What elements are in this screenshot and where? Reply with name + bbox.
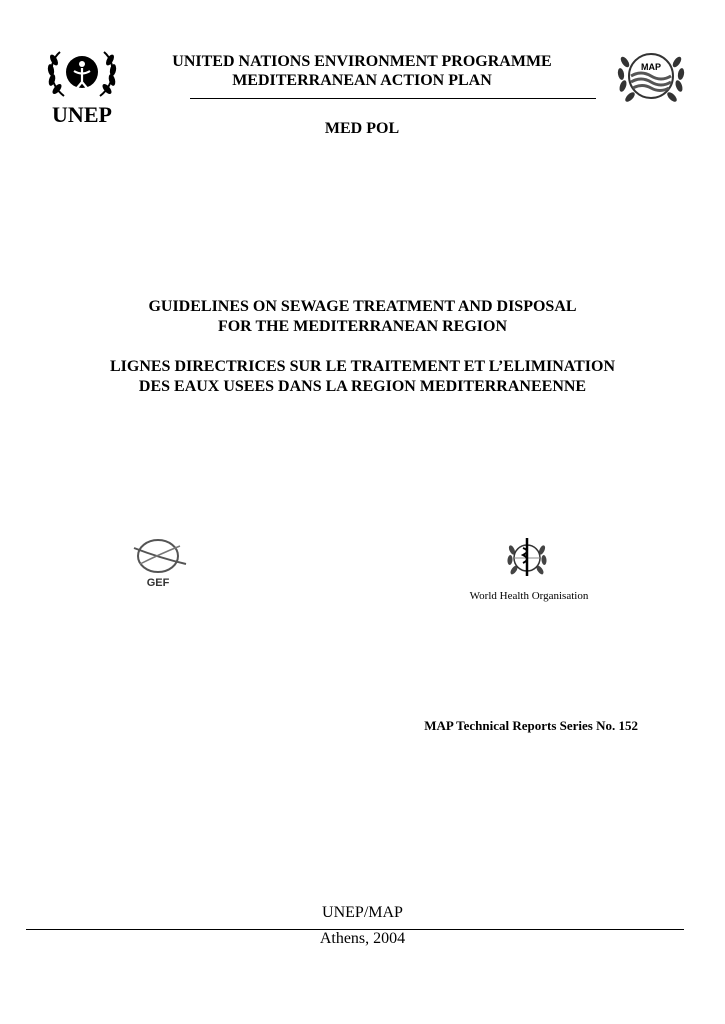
gef-logo [130, 534, 190, 592]
who-label: World Health Organisation [469, 590, 589, 602]
footer-organization: UNEP/MAP [322, 904, 403, 921]
header-divider [190, 98, 596, 99]
title-english [40, 297, 685, 337]
title-french [40, 357, 685, 397]
map-logo [615, 40, 687, 112]
header-subtitle: MED POL [324, 120, 400, 137]
header-block [140, 52, 584, 90]
who-emblem-icon [504, 532, 550, 580]
footer-place-date: Athens, 2004 [319, 930, 406, 947]
title-french-line2: DES EAUX USEES DANS LA REGION MEDITERRANEENNE [138, 378, 587, 395]
gef-logo-text: GEF [146, 577, 170, 589]
map-logo-icon [615, 40, 687, 112]
gef-logo-icon [130, 534, 190, 592]
title-english-line1: GUIDELINES ON SEWAGE TREATMENT AND DISPOSAL [148, 298, 577, 315]
unep-logo-text: UNEP [52, 102, 112, 127]
unep-logo [40, 38, 124, 128]
report-series: MAP Technical Reports Series No. 152 [424, 718, 638, 733]
header-org-name: UNITED NATIONS ENVIRONMENT PROGRAMME [172, 53, 552, 70]
map-logo-text: MAP [641, 62, 661, 72]
who-logo [504, 532, 550, 580]
title-english-line2: FOR THE MEDITERRANEAN REGION [217, 318, 508, 335]
title-french-line1: LIGNES DIRECTRICES SUR LE TRAITEMENT ET L’ELIMINATION [109, 358, 616, 375]
unep-logo-icon [40, 38, 124, 128]
header-plan-name: MEDITERRANEAN ACTION PLAN [232, 72, 492, 89]
